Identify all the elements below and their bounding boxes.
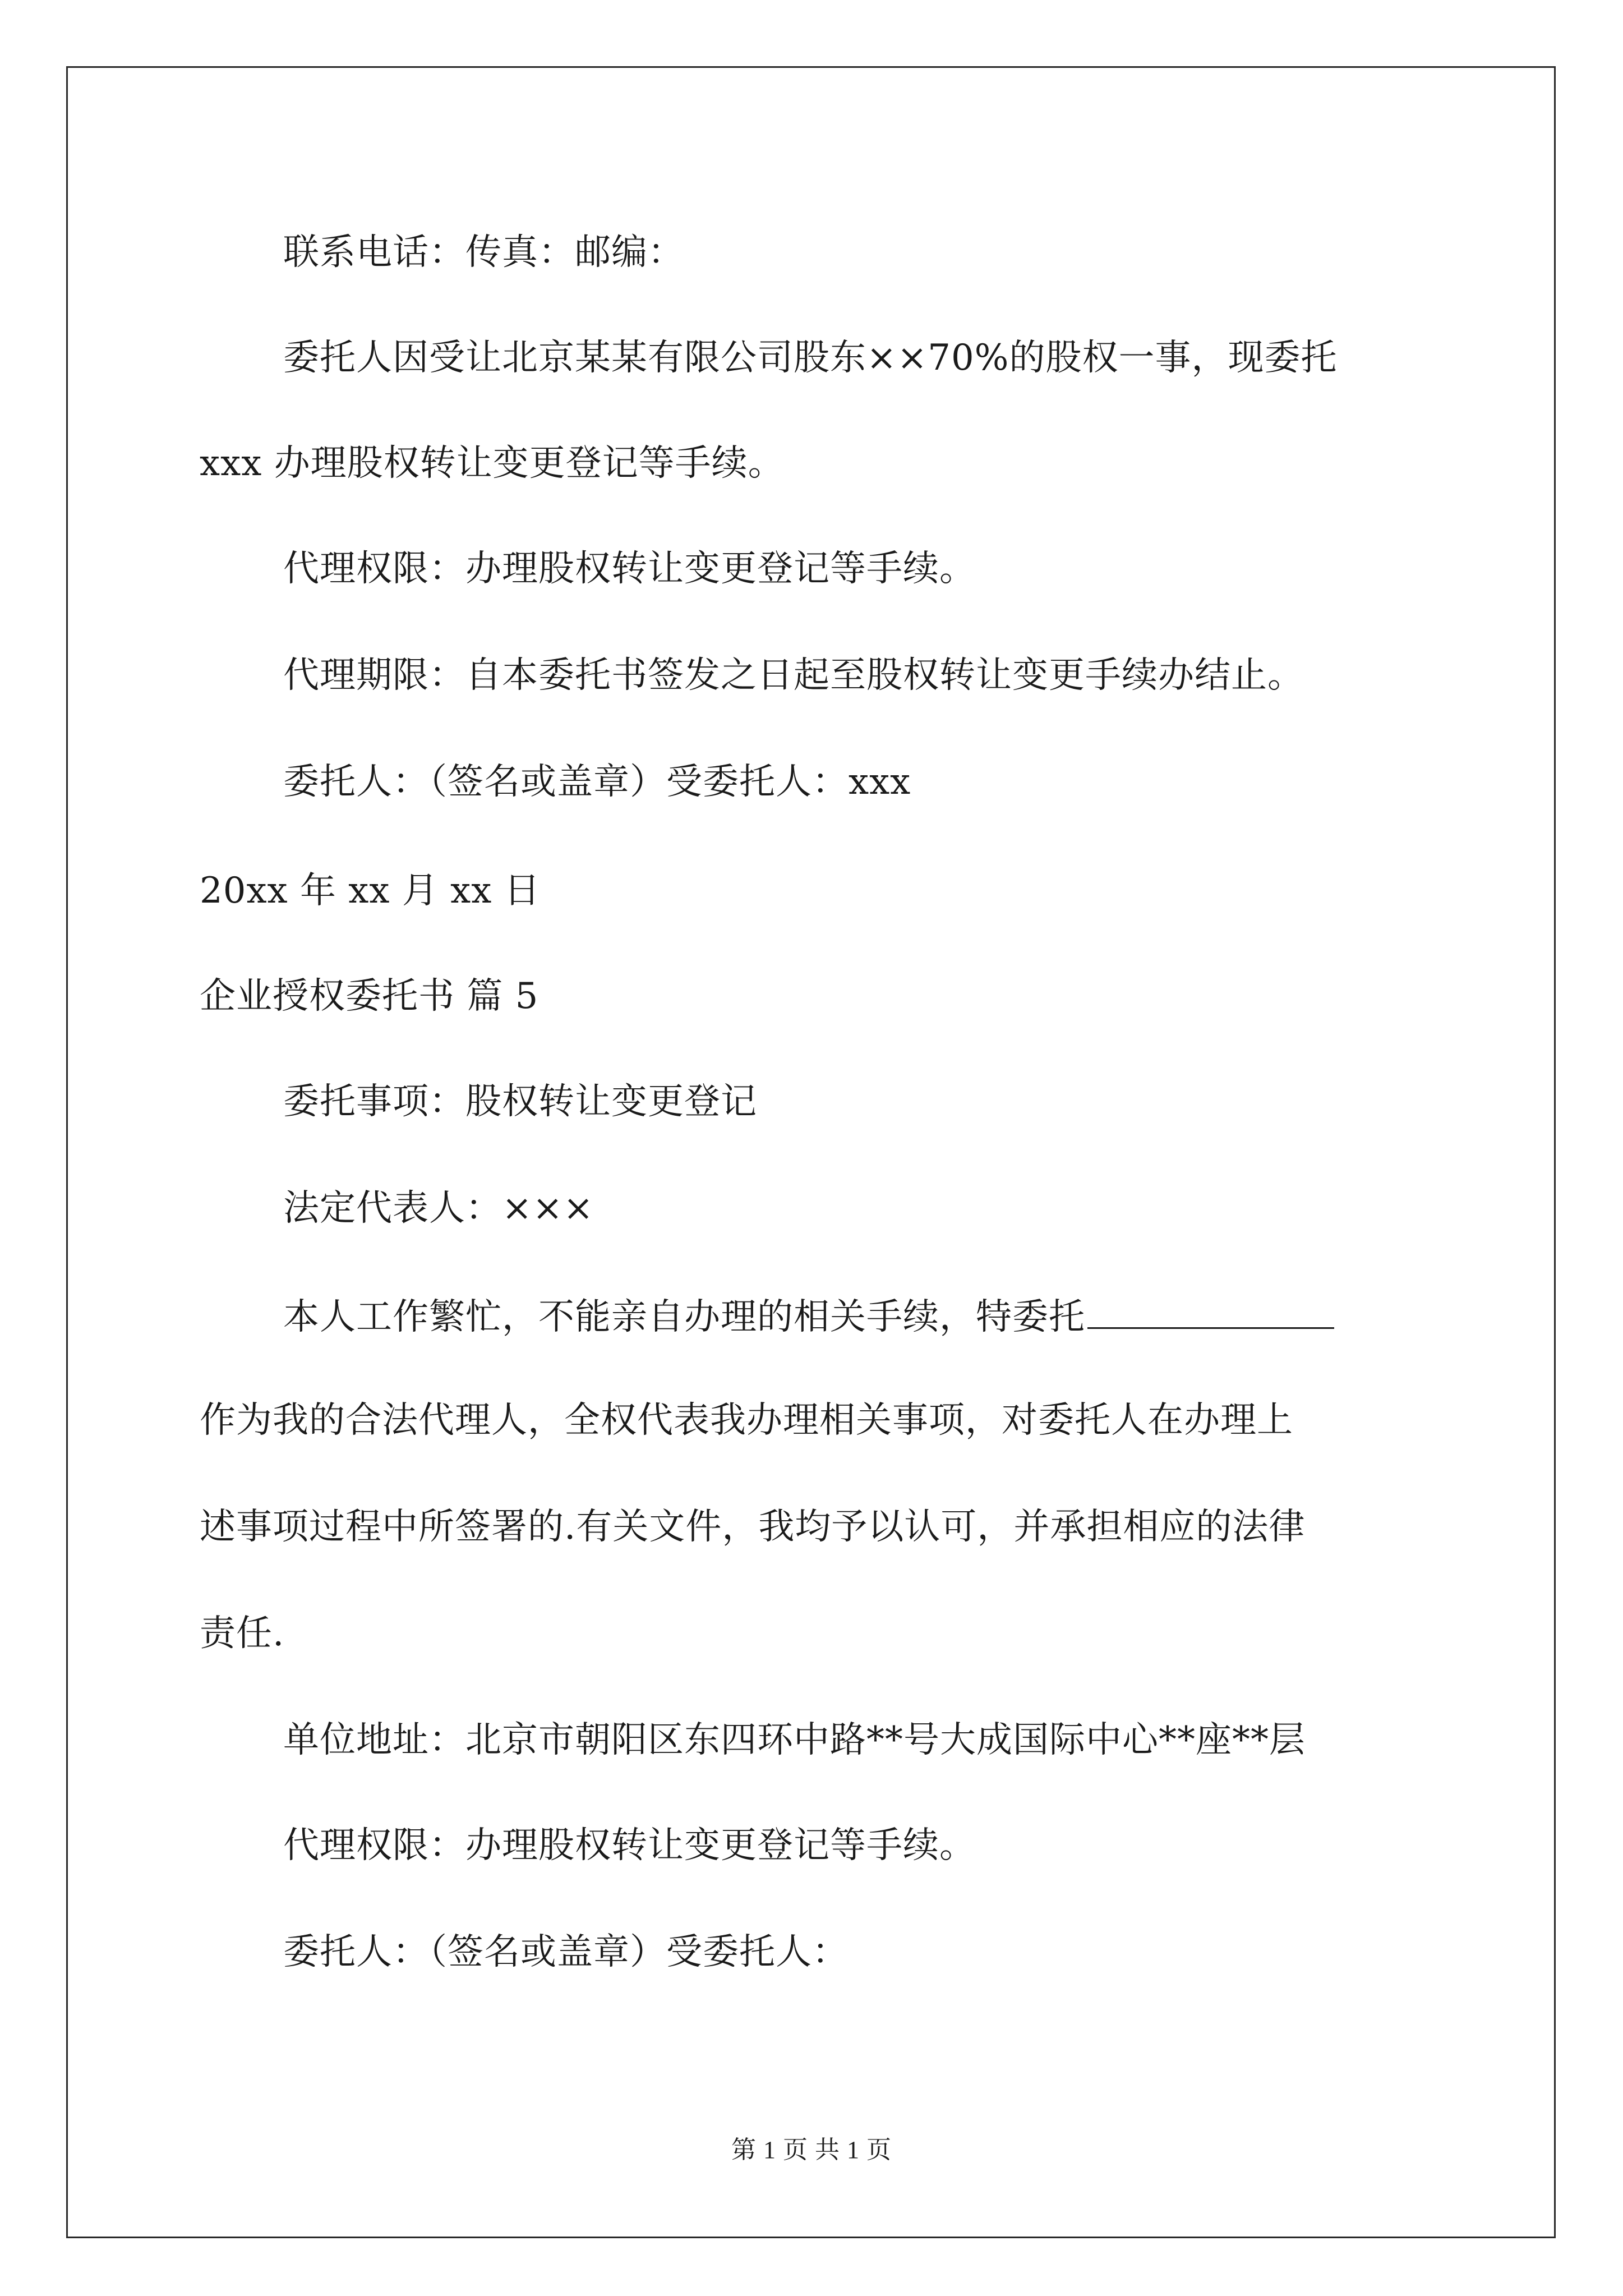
page-border <box>66 66 1556 2238</box>
section-title: 企业授权委托书 篇 5 <box>200 976 539 1017</box>
paragraph-line: 代理权限：办理股权转让变更登记等手续。 <box>283 548 976 590</box>
paragraph-line: 委托事项：股权转让变更登记 <box>283 1081 757 1122</box>
paragraph-line: 代理期限：自本委托书签发之日起至股权转让变更手续办结止。 <box>283 655 1304 696</box>
paragraph-text: 本人工作繁忙，不能亲自办理的相关手续，特委托 <box>283 1296 1085 1338</box>
paragraph-line: 责任. <box>200 1613 285 1654</box>
paragraph-line: 法定代表人：××× <box>283 1188 594 1229</box>
signature-line: 委托人：（签名或盖章）受委托人：xxx <box>283 761 911 803</box>
page-number: 第 1 页 共 1 页 <box>731 2136 892 2164</box>
paragraph-line: 作为我的合法代理人，全权代表我办理相关事项，对委托人在办理上 <box>200 1400 1293 1441</box>
signature-line: 委托人：（签名或盖章）受委托人： <box>283 1931 849 1973</box>
paragraph-line <box>283 1296 1334 1338</box>
address-line: 单位地址：北京市朝阳区东四环中路**号大成国际中心**座**层 <box>283 1719 1306 1761</box>
fill-in-blank <box>1087 1296 1334 1329</box>
paragraph-line: 述事项过程中所签署的.有关文件，我均予以认可，并承担相应的法律 <box>200 1506 1306 1548</box>
paragraph-line: xxx 办理股权转让变更登记等手续。 <box>200 443 785 484</box>
contact-line: 联系电话：传真：邮编： <box>283 232 684 273</box>
paragraph-line: 代理权限：办理股权转让变更登记等手续。 <box>283 1825 976 1866</box>
date-line: 20xx 年 xx 月 xx 日 <box>200 870 541 912</box>
paragraph-line: 委托人因受让北京某某有限公司股东××70%的股权一事，现委托 <box>283 337 1338 379</box>
